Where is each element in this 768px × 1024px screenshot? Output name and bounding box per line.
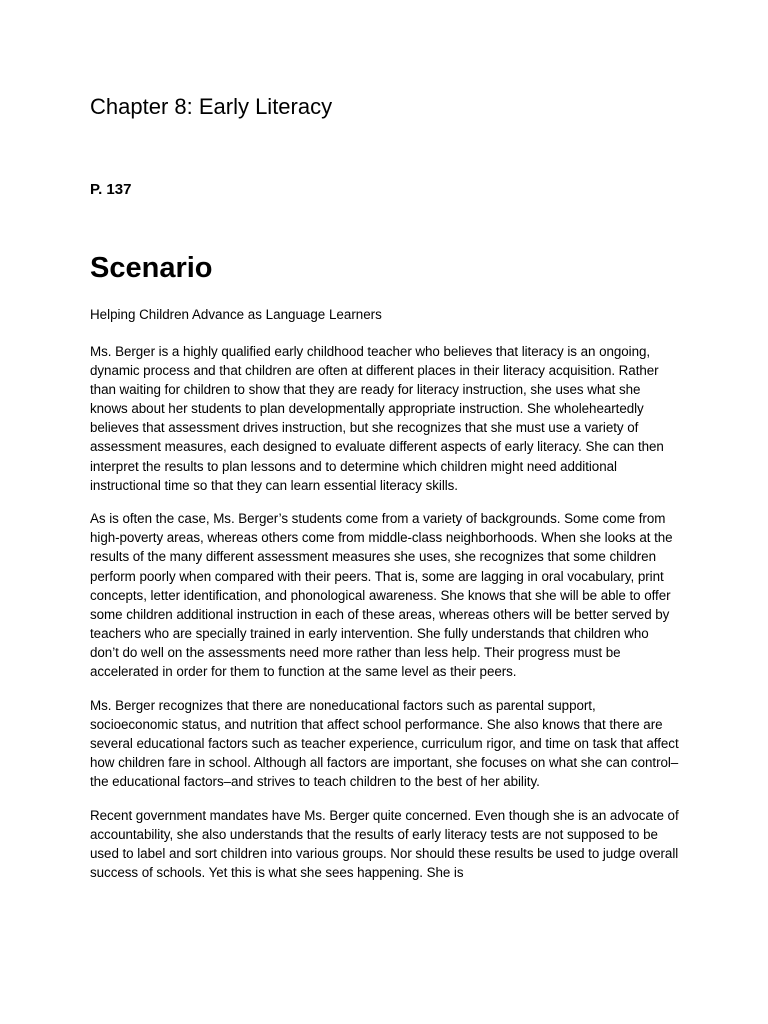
scenario-body xyxy=(90,342,680,896)
section-heading: Scenario xyxy=(90,252,213,284)
paragraph-3: Ms. Berger recognizes that there are noneducational factors such as parental support, socioeconomic status, and nutrition that affect school performance. She also knows that there are several educational factors such as teacher experience, curriculum rigor, and time on task that affect how children fare in school. Although all factors are important, she focuses on what she can control–the educational factors–and strives to teach children to the best of her ability. xyxy=(90,697,679,789)
paragraph-2: As is often the case, Ms. Berger’s students come from a variety of backgrounds. Some come from high-poverty areas, whereas others come from middle-class neighborhoods. When she looks at the results of the many different assessment measures she uses, she recognizes that some children perform poorly when compared with their peers. That is, some are lagging in oral vocabulary, print concepts, letter identification, and phonological awareness. She knows that she will be able to offer some children additional instruction in each of these areas, whereas others will be better served by teachers who are specially trained in early intervention. She fully understands that children who don’t do well on the assessments need more rather than less help. Their progress must be accelerated in order for them to function at the same level as their peers. xyxy=(90,511,673,679)
paragraph-1: Ms. Berger is a highly qualified early childhood teacher who believes that literacy is an ongoing, dynamic process and that children are often at different places in their literacy acquisition. Rather than waiting for children to show that they are ready for literacy instruction, she uses what she knows about her students to plan developmentally appropriate instruction. She wholeheartedly believes that assessment drives instruction, but she recognizes that she must use a variety of assessment measures, each designed to evaluate different aspects of early literacy. She can then interpret the results to plan lessons and to determine which children might need additional instructional time so that they can learn essential literacy skills. xyxy=(90,344,664,493)
scenario-subtitle: Helping Children Advance as Language Learners xyxy=(90,307,382,322)
chapter-title: Chapter 8: Early Literacy xyxy=(90,94,333,119)
page-number: P. 137 xyxy=(90,181,132,198)
paragraph-4: Recent government mandates have Ms. Berger quite concerned. Even though she is an advocate of accountability, she also understands that the results of early literacy tests are not supposed to be used to label and sort children into various groups. Nor should these results be used to judge overall success of schools. Yet this is what she sees happening. She is xyxy=(90,807,679,880)
